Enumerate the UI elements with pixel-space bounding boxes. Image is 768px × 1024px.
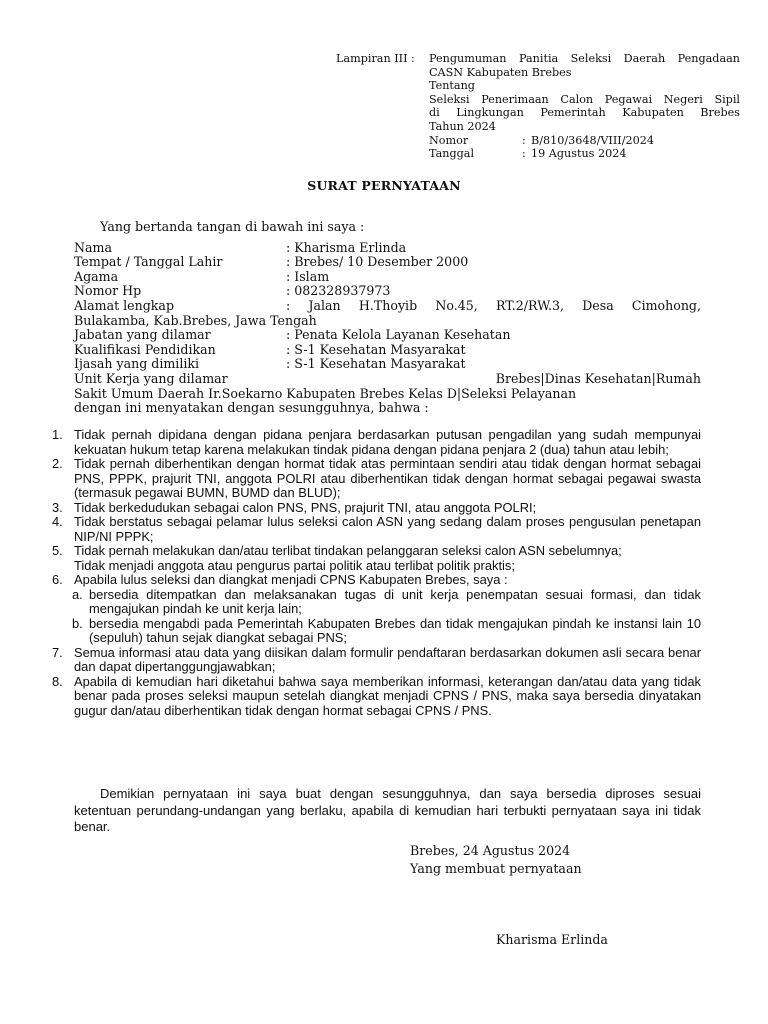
field-value: : Brebes/ 10 Desember 2000 — [286, 254, 469, 270]
field-hp — [74, 284, 701, 299]
item-number: 5. — [52, 543, 63, 558]
list-item — [52, 544, 701, 559]
lampiran-line-1: Pengumuman Panitia Seleksi Daerah Pengadaan — [429, 52, 740, 65]
nomor-label: Nomor — [429, 133, 469, 147]
lampiran-header — [336, 52, 740, 161]
statement-intro: dengan ini menyatakan dengan sesungguhnya, bahwa : — [74, 400, 429, 416]
field-alamat — [74, 299, 701, 314]
statement-list — [52, 428, 701, 718]
signer-name: Kharisma Erlinda — [496, 932, 608, 947]
item-6-text: Apabila lulus seleksi dan diangkat menjadi CPNS Kabupaten Brebes, saya : — [74, 572, 508, 587]
lampiran-tanggal — [429, 147, 740, 161]
field-value: : Kharisma Erlinda — [286, 239, 407, 255]
nomor-colon: : — [522, 133, 526, 147]
field-nama — [74, 241, 701, 256]
subpoint-b — [72, 617, 701, 646]
item-text: Tidak pernah dipidana dengan pidana penjara berdasarkan putusan pengadilan yang sudah mempunyai kekuatan hukum tetap karena melakukan tindak pidana dengan pidana penjara 2 (dua) tahun atau lebih; — [74, 427, 701, 457]
lampiran-line-5: di Lingkungan Pemerintah Kabupaten Brebes — [429, 106, 740, 120]
field-kualifikasi — [74, 343, 701, 358]
item-text — [74, 573, 701, 646]
list-item — [52, 457, 701, 501]
field-value: Brebes|Dinas Kesehatan|Rumah — [495, 370, 701, 386]
lampiran-line-3: Tentang — [429, 79, 475, 93]
field-label: Tempat / Tanggal Lahir — [74, 254, 223, 270]
field-value: : Jalan H.Thoyib No.45, RT.2/RW.3, Desa Cimohong, — [286, 297, 701, 313]
field-value: : S-1 Kesehatan Masyarakat — [286, 356, 466, 372]
item-text: Semua informasi atau data yang diisikan dalam formulir pendaftaran berdasarkan dokumen asli secara benar dan dapat dipertanggungjawabkan; — [74, 644, 701, 674]
field-label: Nama — [74, 239, 112, 255]
subpoint-text: bersedia mengabdi pada Pemerintah Kabupaten Brebes dan tidak mengajukan pindah ke instansi lain 10 (sepuluh) tahun sejak diangkat sebagai PNS; — [89, 615, 701, 645]
item-text: Tidak pernah melakukan dan/atau terlibat tindakan pelanggaran seleksi calon ASN sebelumnya; — [74, 543, 622, 558]
field-alamat-cont: Bulakamba, Kab.Brebes, Jawa Tengah — [74, 312, 317, 328]
field-unit — [74, 372, 701, 387]
field-jabatan — [74, 328, 701, 343]
item-text: Apabila di kemudian hari diketahui bahwa saya memberikan informasi, keterangan dan/atau data yang tidak benar pada proses seleksi maupun setelah diangkat menjadi CPNS / PNS, maka saya bersedia dinyatakan gugur dan/atau diberhentikan tidak dengan hormat sebagai CPNS / PNS. — [74, 673, 701, 718]
item-number: 8. — [52, 673, 63, 689]
field-value: : 082328937973 — [286, 283, 391, 299]
signature-block — [410, 842, 582, 878]
field-label: Kualifikasi Pendidikan — [74, 341, 216, 357]
extra-line: Tidak menjadi anggota atau pengurus partai politik atau terlibat politik praktis; — [74, 557, 515, 573]
document-title: SURAT PERNYATAAN — [307, 178, 461, 193]
item-number: 2. — [52, 456, 63, 471]
item-number: 4. — [52, 514, 63, 529]
field-value: : Penata Kelola Layanan Kesehatan — [286, 327, 511, 343]
closing-paragraph: Demikian pernyataan ini saya buat dengan sesungguhnya, dan saya bersedia diproses sesuai ketentuan perundang-undangan yang berlaku, apabila di kemudian hari terbukti pernyataan saya ini tidak benar. — [74, 786, 701, 834]
lampiran-line-6: Tahun 2024 — [429, 119, 496, 133]
item-number: 7. — [52, 644, 63, 660]
item-number: 3. — [52, 499, 63, 515]
lampiran-label: Lampiran III : — [336, 52, 415, 65]
lampiran-body — [429, 52, 740, 161]
field-ttl — [74, 255, 701, 270]
item-text: Tidak berstatus sebagai pelamar lulus seleksi calon ASN yang sedang dalam proses pengusulan penetapan NIP/NI PPPK; — [74, 514, 701, 544]
list-item — [52, 573, 701, 646]
nomor-value: B/810/3648/VIII/2024 — [531, 133, 654, 147]
identity-section — [74, 220, 701, 416]
item-text: Tidak berkedudukan sebagai calon PNS, PNS, prajurit TNI, atau anggota POLRI; — [74, 499, 537, 515]
tanggal-value: 19 Agustus 2024 — [531, 147, 627, 161]
item-number: 1. — [52, 427, 63, 442]
intro-text: Yang bertanda tangan di bawah ini saya : — [100, 219, 365, 234]
tanggal-label: Tanggal — [429, 147, 475, 161]
lampiran-row — [336, 52, 740, 161]
list-item — [52, 646, 701, 675]
lampiran-nomor — [429, 134, 740, 148]
tanggal-colon: : — [522, 147, 526, 161]
field-value: : Islam — [286, 268, 330, 284]
sign-role: Yang membuat pernyataan — [410, 861, 582, 876]
item-text: Tidak pernah diberhentikan dengan hormat tidak atas permintaan sendiri atau tidak dengan hormat sebagai PNS, PPPK, prajurit TNI, anggota POLRI atau diberhentikan tidak dengan hormat sebagai pegawai swasta (termasuk pegawai BUMN, BUMD dan BLUD); — [74, 456, 701, 500]
field-ijasah — [74, 357, 701, 372]
list-item — [52, 515, 701, 544]
list-item — [52, 428, 701, 457]
field-label: Unit Kerja yang dilamar — [74, 370, 228, 386]
sign-place-date: Brebes, 24 Agustus 2024 — [410, 843, 571, 858]
field-unit-cont: Sakit Umum Daerah Ir.Soekarno Kabupaten Brebes Kelas D|Seleksi Pelayanan — [74, 385, 577, 401]
field-label: Agama — [74, 268, 119, 284]
subpoint-a — [72, 588, 701, 617]
subpoint-number: a. — [72, 586, 83, 602]
field-label: Ijasah yang dimiliki — [74, 356, 200, 372]
field-value: : S-1 Kesehatan Masyarakat — [286, 341, 466, 357]
lampiran-line-4: Seleksi Penerimaan Calon Pegawai Negeri Sipil — [429, 92, 740, 106]
field-label: Alamat lengkap — [74, 297, 174, 313]
list-item — [52, 501, 701, 516]
field-agama — [74, 270, 701, 285]
list-item — [52, 675, 701, 719]
item-number: 6. — [52, 572, 63, 587]
field-label: Jabatan yang dilamar — [74, 327, 211, 343]
field-label: Nomor Hp — [74, 283, 142, 299]
subpoint-number: b. — [72, 615, 83, 631]
subpoint-text: bersedia ditempatkan dan melaksanakan tugas di unit kerja penempatan sesuai formasi, dan tidak mengajukan pindah ke unit kerja lain; — [89, 586, 701, 616]
lampiran-line-2: CASN Kabupaten Brebes — [429, 65, 572, 79]
